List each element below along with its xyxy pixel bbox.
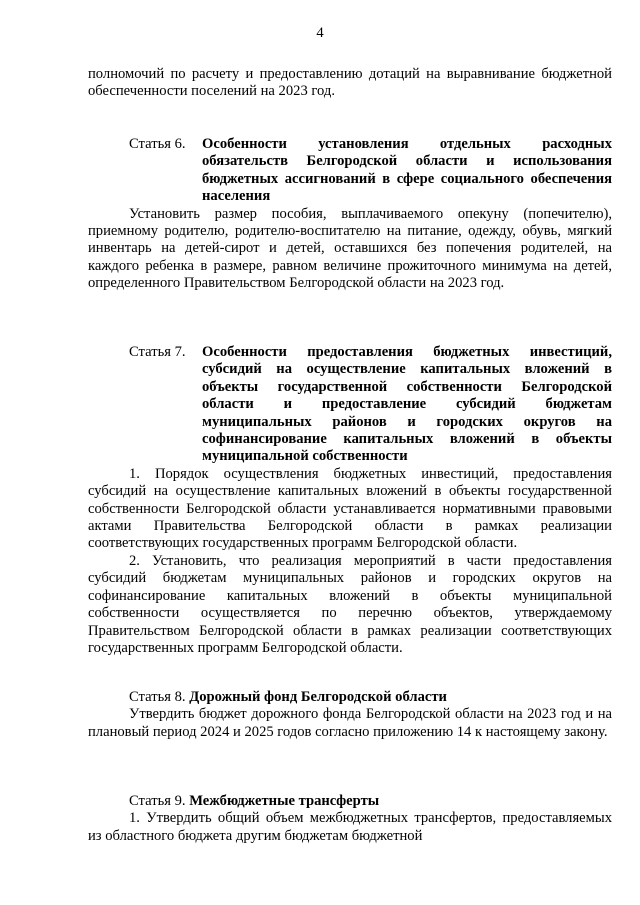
article-6: [88, 136, 612, 293]
article-7-title: Особенности предоставления бюджетных инвестиций, субсидий на осуществление капитальных вложений в объекты государственной собственности Белгородской области и предоставление субсидий бюджетам муниципальных районов и городских округов на софинансирование капитальных вложений в объекты муниципальной собственности: [202, 344, 612, 465]
article-9-item-1: 1. Утвердить общий объем межбюджетных трансфертов, предоставляемых из областного бюджета другим бюджетам бюджетной: [88, 810, 612, 844]
intro-block: [88, 66, 612, 101]
page-number: 4: [316, 25, 324, 41]
article-9: [88, 793, 612, 845]
article-8: [88, 689, 612, 741]
article-7-label: Статья 7.: [129, 344, 186, 360]
article-6-title: Особенности установления отдельных расходных обязательств Белгородской области и использования бюджетных ассигнований в сфере социального обеспечения населения: [202, 136, 612, 205]
article-8-label: Статья 8.: [129, 689, 186, 705]
article-8-heading: [88, 689, 612, 706]
article-6-paragraph: Установить размер пособия, выплачиваемого опекуну (попечителю), приемному родителю, родителю-воспитателю на питание, одежду, обувь, мягкий инвентарь на детей-сирот и детей, оставшихся без попечения родителей, на каждого ребенка в размере, равном величине прожиточного минимума на детей, определенного Правительством Белгородской области на 2023 год.: [88, 205, 612, 292]
intro-paragraph: полномочий по расчету и предоставлению дотаций на выравнивание бюджетной обеспеченности поселений на 2023 год.: [88, 66, 612, 100]
article-7-item-1: 1. Порядок осуществления бюджетных инвестиций, предоставления субсидий на осуществление капитальных вложений в объекты государственной собственности Белгородской области устанавливается нормативными правовыми актами Правительства Белгородской области в рамках реализации соответствующих государственных программ Белгородской области.: [88, 465, 612, 552]
article-6-label: Статья 6.: [129, 136, 186, 152]
article-8-title: Дорожный фонд Белгородской области: [189, 689, 447, 705]
article-6-heading: [88, 136, 612, 206]
article-7-heading: [88, 344, 612, 466]
article-9-label: Статья 9.: [129, 793, 186, 809]
article-8-paragraph: Утвердить бюджет дорожного фонда Белгородской области на 2023 год и на плановый период 2024 и 2025 годов согласно приложению 14 к настоящему закону.: [88, 706, 612, 740]
article-7-item-2: 2. Установить, что реализация мероприятий в части предоставления субсидий бюджетам муниципальных районов и городских округов на софинансирование капитальных вложений в объекты муниципальной собственности осуществляется по перечню объектов, утверждаемому Правительством Белгородской области в рамках реализации соответствующих государственных программ Белгородской области.: [88, 552, 612, 656]
article-9-title: Межбюджетные трансферты: [189, 793, 380, 809]
article-7: [88, 344, 612, 657]
article-9-heading: [88, 793, 612, 810]
